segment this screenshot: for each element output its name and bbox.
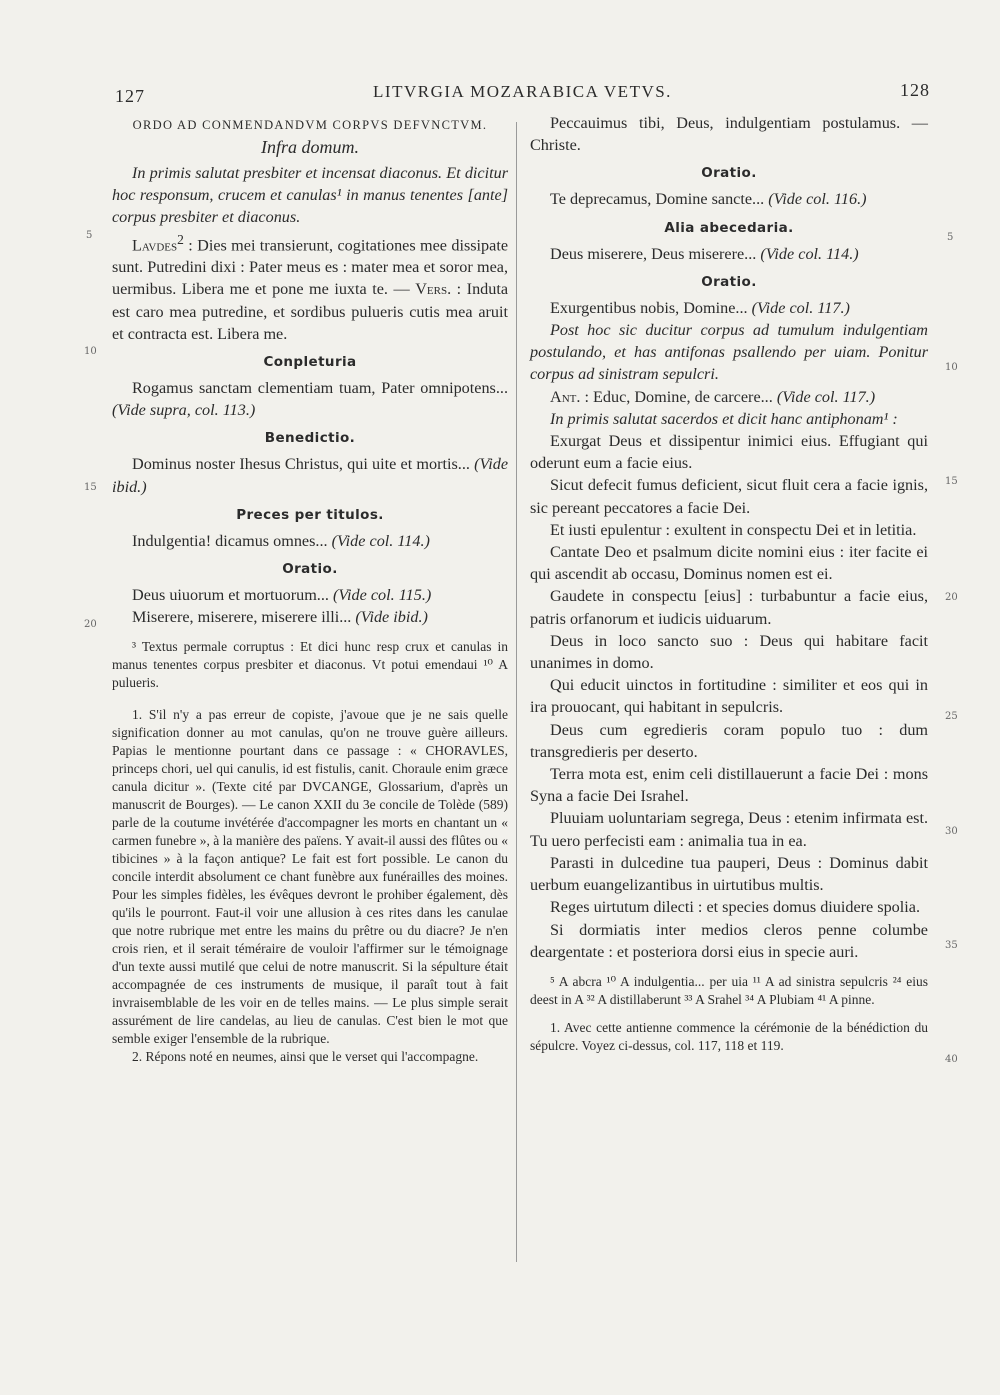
benedictio-ref: (Vide ibid.) [112,455,509,496]
completuria-paragraph [112,377,508,421]
psalm-verse: Parasti in dulcedine tua pauperi, Deus : Dominus dabit uerbum euangelizantibus in uirtutibus multis. [530,853,928,895]
oratio-ref-1: (Vide col. 115.) [332,586,432,605]
section-subheading: ORDO AD CONMENDANDVM CORPVS DEFVNCTVM. [132,118,488,132]
oratio-ref-2: (Vide ibid.) [355,608,428,627]
oratio-text-right-1: Te deprecamus, Domine sancte... [550,190,765,209]
line-number: 25 [945,711,958,722]
page-number-right: 128 [900,80,930,100]
line-number: 40 [945,1054,958,1065]
column-divider [516,122,517,1262]
laudes-text: : Dies mei transierunt, cogitationes mee dissipate sunt. Putredini dixi : Pater meus es : mater mea et soror mea, uermibus. Libera me et pone me iuxta te. — [112,236,509,299]
place-rubric: Infra domum. [261,137,359,157]
line-number: 5 [86,230,93,241]
ant-label: Ant. [550,387,581,406]
running-title: LITVRGIA MOZARABICA VETVS. [373,82,672,101]
psalm-verse: Cantate Deo et psalmum dicite nomini eius : iter facite ei qui ascendit ab occasu, Dominus nomen est ei. [530,543,928,584]
alia-ref: (Vide col. 114.) [760,244,859,263]
alia-abecedaria-heading: Alia abecedaria. [664,219,794,236]
psalm-verse: Qui educit uinctos in fortitudine : similiter et eos qui in ira prouocant, qui habitant in sepulcris. [530,676,928,717]
benedictio-text: Dominus noster Ihesus Christus, qui uite et mortis... [132,455,470,474]
variant-readings-left: ³ Textus permale corruptus : Et dici hunc resp crux et canulas in manus tenentes corpus presbiter et diaconus. Vt potui emendaui ¹⁰ A pulueris. [112,639,508,691]
antiphon-paragraph [530,386,928,408]
line-number: 35 [945,940,958,951]
completuria-heading: Conpleturia [263,354,357,371]
psalm-verse: Terra mota est, enim celi distillauerunt a facie Dei : mons Syna a facie Dei Israhel. [530,765,928,806]
oratio-paragraph-right-2 [530,297,928,319]
line-number: 5 [947,232,954,243]
psalm-verse: Deus in loco sancto suo : Deus qui habitare facit unanimes in domo. [530,631,928,673]
laudes-label: Lavdes [132,236,178,254]
line-number: 10 [84,346,97,357]
preces-paragraph [112,530,508,552]
psalm-verse: Reges uirtutum dilecti : et species domus diuidere spolia. [550,898,920,917]
footnote-2-left: 2. Répons noté en neumes, ainsi que le verset qui l'accompagne. [132,1049,479,1065]
right-column [530,112,928,1055]
antiphon-rubric: In primis salutat sacerdos et dicit hanc antiphonam¹ : [550,409,898,428]
oratio-text-1: Deus uiuorum et mortuorum... [132,586,329,605]
vers-text: : Induta est caro mea putredine, et sordibus pulueris cutis mea aruit et contracta est. Libera me. [112,280,509,343]
variant-readings-right: ⁵ A abcra ¹⁰ A indulgentia... per uia ¹¹ A ad sinistra sepulcris ²⁴ eius deest in A ³² A distillaberunt ³³ A Srahel ³⁴ A Plubiam ⁴¹ A pinne. [530,973,928,1007]
line-number: 20 [84,619,97,630]
completuria-ref: (Vide supra, col. 113.) [112,401,256,420]
oratio-heading-right-2: Oratio. [701,273,757,290]
psalm-verse: Gaudete in conspectu [eius] : turbabuntur a facie eius, patris orfanorum et iudicis uiduarum. [530,587,928,628]
line-number: 10 [945,362,958,373]
oratio-paragraph-right-1 [530,188,928,210]
vers-label: Vers. [415,280,452,299]
benedictio-heading: Benedictio. [264,430,356,447]
preces-text: Indulgentia! dicamus omnes... [132,531,328,550]
ant-text: : Educ, Domine, de carcere... [584,387,773,406]
procession-rubric: Post hoc sic ducitur corpus ad tumulum indulgentiam postulando, et has antifonas psallendo per uiam. Ponitur corpus ad sinistram sepulcri. [530,321,928,384]
laudes-paragraph [112,229,508,345]
psalm-verse: Sicut defecit fumus deficient, sicut fluit cera a facie ignis, sic pereant peccatores a facie Dei. [530,476,928,517]
oratio-ref-right-2: (Vide col. 117.) [751,298,850,317]
oratio-text-right-2: Exurgentibus nobis, Domine... [550,298,748,317]
psalm-verse: Exurgat Deus et dissipentur inimici eius. Effugiant qui oderunt eum a facie eius. [530,432,928,473]
peccauimus-paragraph: Peccauimus tibi, Deus, indulgentiam postulamus. — Christe. [530,114,928,155]
oratio-paragraph-2 [112,606,508,628]
footnote-1-right: 1. Avec cette antienne commence la cérémonie de la bénédiction du sépulcre. Voyez ci-dessus, col. 117, 118 et 119. [530,1019,928,1053]
page-number-left: 127 [115,86,145,106]
alia-abecedaria-paragraph [530,243,928,265]
alia-text: Deus miserere, Deus miserere... [550,244,757,263]
psalm-verse: Si dormiatis inter medios cleros penne columbe deargentate : et posteriora dorsi eius in specie auri. [530,920,928,961]
line-number: 30 [945,826,958,837]
line-number: 15 [945,476,958,487]
oratio-heading: Oratio. [282,561,338,578]
line-number: 20 [945,592,958,603]
psalm-verse: Deus cum egredieris coram populo tuo : dum transgredieris per deserto. [530,720,928,761]
opening-rubric: In primis salutat presbiter et incensat diaconus. Et dicitur hoc responsum, crucem et canulas¹ in manus tenentes [ante] corpus presbiter et diaconus. [112,164,508,227]
benedictio-paragraph [112,453,508,497]
oratio-ref-right-1: (Vide col. 116.) [768,190,867,209]
preces-ref: (Vide col. 114.) [331,531,430,550]
oratio-heading-right-1: Oratio. [701,165,757,182]
footnote-1-left: 1. S'il n'y a pas erreur de copiste, j'avoue que je ne sais quelle signification donner au mot canulas, qu'on ne trouve guère ailleurs. Papias le mentionne pourtant dans ce passage : « CHORAVLES, princeps chori, uel qui canulis, id est fistulis, canit. Choraule enim græce canula dicitur ». (Texte cité par DVCANGE, Glossarium, d'après un manuscrit de Bourges). — Le canon XXII du 3e concile de Tolède (589) parle de la coutume invétérée d'accompagner les morts en chantant un « carmen funebre », à la manière des païens. Y avait-il aussi des flûtes ou « tibicines » à la façon antique? Le fait est fort possible. Le canon du concile interdit absolument ce chant funèbre aux funérailles des moines. Pour les simples fidèles, les évêques devront le prohiber également, dès qu'ils le pourront. Faut-il voir une allusion à ces rites dans les canulae que notre rubrique met entre les mains du prêtre ou du diacre? Je n'en crois rien, et il serait téméraire de vouloir l'affirmer sur le témoignage d'un texte aussi mutilé que celui de notre manuscrit. Si la sépulture était accompagnée de ces instruments de musique, il paraît tout à fait invraisemblable de les voir en de telles mains. — Le plus simple serait assurément de lire candelas, au lieu de canulas. C'est bien le mot que semble exiger l'ensemble de la rubrique. [112,707,508,1047]
psalm-verse: Pluuiam uoluntariam segrega, Deus : etenim infirmata est. Tu uero perfecisti eam : animalia tua in ea. [530,809,928,850]
left-column [112,118,508,1066]
preces-heading: Preces per titulos. [236,506,384,523]
laudes-footnote-mark: 2 [177,231,184,247]
completuria-text: Rogamus sanctam clementiam tuam, Pater omnipotens... [132,379,508,398]
ant-ref: (Vide col. 117.) [776,387,876,406]
oratio-text-2: Miserere, miserere, miserere illi... [132,608,352,627]
oratio-paragraph-1 [112,584,508,606]
psalm-verse: Et iusti epulentur : exultent in conspectu Dei et in letitia. [550,520,917,539]
running-header [115,80,930,108]
line-number: 15 [84,482,97,493]
